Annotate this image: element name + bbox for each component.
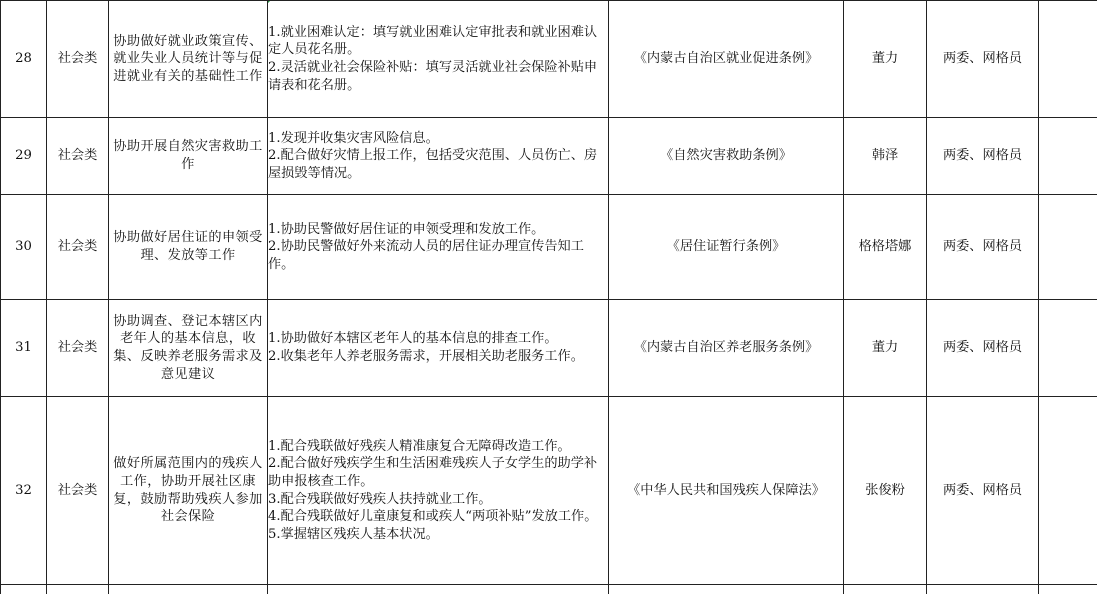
detail-line: 3.配合残联做好残疾人扶持就业工作。 [268, 491, 492, 507]
empty-cell[interactable] [1039, 1, 1097, 118]
legal-basis-cell[interactable]: 《自然灾害救助条例》 [609, 118, 844, 195]
detail-cell[interactable] [268, 195, 609, 300]
executor-cell[interactable]: 两委、网格员 [927, 1, 1039, 118]
empty-cell[interactable] [109, 585, 268, 594]
detail-line: 1.发现并收集灾害风险信息。 [268, 130, 439, 146]
detail-cell[interactable] [268, 118, 609, 195]
detail-line: 2.配合做好灾情上报工作，包括受灾范围、人员伤亡、房屋损毁等情况。 [268, 148, 598, 181]
duty-cell[interactable]: 协助做好就业政策宣传、就业失业人员统计等与促进就业有关的基础性工作 [109, 1, 268, 118]
legal-basis-cell[interactable]: 《中华人民共和国残疾人保障法》 [609, 397, 844, 585]
responsible-person-cell[interactable]: 韩泽 [844, 118, 927, 195]
detail-cell[interactable] [268, 1, 609, 118]
legal-basis-cell[interactable]: 《内蒙古自治区就业促进条例》 [609, 1, 844, 118]
empty-cell[interactable] [1039, 300, 1097, 397]
empty-cell[interactable] [844, 585, 927, 594]
duty-cell[interactable]: 协助做好居住证的申领受理、发放等工作 [109, 195, 268, 300]
detail-line: 1.就业困难认定：填写就业困难认定审批表和就业困难认定人员花名册。 [268, 24, 598, 58]
empty-cell[interactable] [1039, 397, 1097, 585]
row-number-cell[interactable]: 30 [1, 195, 47, 300]
detail-line: 2.收集老年人养老服务需求，开展相关助老服务工作。 [268, 349, 584, 364]
detail-line: 1.协助民警做好居住证的申领受理和发放工作。 [268, 221, 545, 237]
category-cell[interactable]: 社会类 [47, 1, 109, 118]
empty-cell[interactable] [268, 585, 609, 594]
table-row[interactable] [1, 195, 1097, 300]
detail-line: 2.灵活就业社会保险补贴：填写灵活就业社会保险补贴申请表和花名册。 [268, 60, 598, 93]
responsible-person-cell[interactable]: 张俊粉 [844, 397, 927, 585]
executor-cell[interactable]: 两委、网格员 [927, 195, 1039, 300]
category-cell[interactable]: 社会类 [47, 118, 109, 195]
table-row[interactable] [1, 118, 1097, 195]
category-cell[interactable]: 社会类 [47, 397, 109, 585]
detail-line: 4.配合残联做好儿童康复和或疾人“两项补贴”发放工作。 [268, 509, 598, 525]
responsible-person-cell[interactable]: 格格塔娜 [844, 195, 927, 300]
detail-cell[interactable] [268, 397, 609, 585]
detail-line: 5.掌握辖区残疾人基本状况。 [268, 526, 439, 542]
empty-cell[interactable] [927, 585, 1039, 594]
row-number-cell[interactable]: 29 [1, 118, 47, 195]
responsible-person-cell[interactable]: 董力 [844, 1, 927, 118]
row-number-cell[interactable]: 28 [1, 1, 47, 118]
duty-cell[interactable]: 协助开展自然灾害救助工作 [109, 118, 268, 195]
empty-cell[interactable] [47, 585, 109, 594]
duty-cell[interactable]: 协助调查、登记本辖区内老年人的基本信息，收集、反映养老服务需求及意见建议 [109, 300, 268, 397]
detail-line: 1.协助做好本辖区老年人的基本信息的排查工作。 [268, 331, 558, 347]
empty-cell[interactable] [1039, 118, 1097, 195]
table-row[interactable] [1, 1, 1097, 118]
empty-cell[interactable] [609, 585, 844, 594]
row-number-cell[interactable]: 32 [1, 397, 47, 585]
detail-line: 1.配合残联做好残疾人精准康复合无障碍改造工作。 [268, 438, 571, 454]
duty-cell[interactable]: 做好所属范围内的残疾人工作，协助开展社区康复，鼓励帮助残疾人参加社会保险 [109, 397, 268, 585]
detail-cell[interactable] [268, 300, 609, 397]
empty-cell[interactable] [1039, 195, 1097, 300]
table-row[interactable] [1, 300, 1097, 397]
detail-line: 2.协助民警做好外来流动人员的居住证办理宣传告知工作。 [268, 239, 584, 272]
detail-line: 2.配合做好残疾学生和生活困难残疾人子女学生的助学补助申报核查工作。 [268, 456, 598, 489]
table-row[interactable] [1, 397, 1097, 585]
legal-basis-cell[interactable]: 《内蒙古自治区养老服务条例》 [609, 300, 844, 397]
empty-cell[interactable] [1039, 585, 1097, 594]
responsible-person-cell[interactable]: 董力 [844, 300, 927, 397]
executor-cell[interactable]: 两委、网格员 [927, 118, 1039, 195]
empty-cell[interactable] [1, 585, 47, 594]
row-number-cell[interactable]: 31 [1, 300, 47, 397]
table-row[interactable] [1, 585, 1097, 594]
category-cell[interactable]: 社会类 [47, 300, 109, 397]
legal-basis-cell[interactable]: 《居住证暂行条例》 [609, 195, 844, 300]
category-cell[interactable]: 社会类 [47, 195, 109, 300]
executor-cell[interactable]: 两委、网格员 [927, 300, 1039, 397]
executor-cell[interactable]: 两委、网格员 [927, 397, 1039, 585]
